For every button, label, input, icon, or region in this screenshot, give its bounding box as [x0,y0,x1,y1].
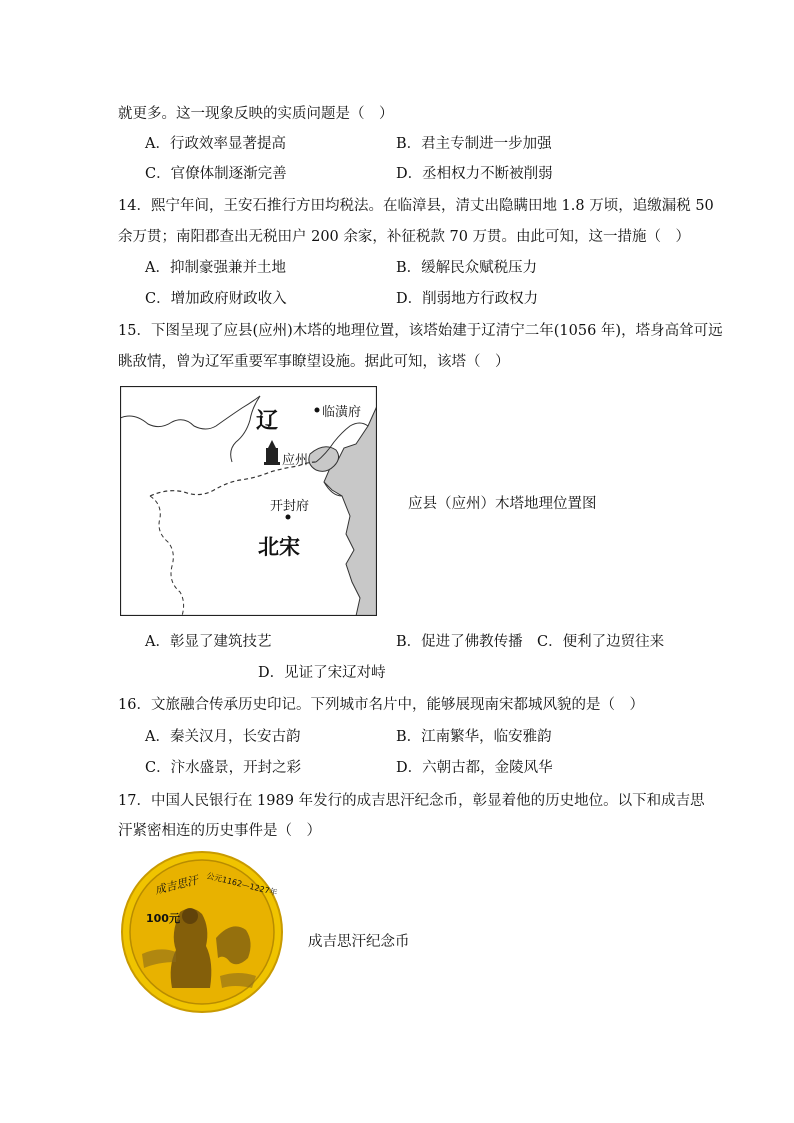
sea-area [324,406,377,616]
q13-option-a[interactable]: A．行政效率显著提高 [145,136,286,152]
q14-stem-line1: 14．熙宁年间，王安石推行方田均税法。在临漳县，清丈出隐瞒田地 1.8 万顷，追缴漏税 50 [118,198,714,214]
q15-stem-line1: 15．下图呈现了应县(应州)木塔的地理位置，该塔始建于辽清宁二年(1056 年)，塔身高耸可远 [118,323,723,339]
q15-option-a[interactable]: A．彰显了建筑技艺 [145,634,272,650]
q16-option-b[interactable]: B．江南繁华，临安雅韵 [396,729,552,745]
q15-option-c[interactable]: C．便利了边贸往来 [537,634,665,650]
map-label-linhuang: 临潢府 [322,405,362,420]
map-label-kaifeng: 开封府 [270,499,310,514]
q14-option-c[interactable]: C．增加政府财政收入 [145,291,287,307]
pagoda-icon [264,440,280,465]
q13-option-c[interactable]: C．官僚体制逐渐完善 [145,166,287,182]
kaifeng-dot [286,515,291,520]
coin-caption: 成吉思汗纪念币 [308,934,410,950]
q16-stem: 16．文旅融合传承历史印记。下列城市名片中，能够展现南宋都城风貌的是（ ） [118,697,644,713]
q16-option-a[interactable]: A．秦关汉月，长安古韵 [145,729,301,745]
q15-stem-line2: 眺敌情，曾为辽军重要军事瞭望设施。据此可知，该塔（ ） [118,354,510,370]
song-liao-map [120,386,377,616]
map-label-liao: 辽 [256,409,279,434]
commemorative-coin-image [120,850,284,1014]
coin-years: 公元1162—1227年 [205,871,279,898]
song-western-border [150,496,184,616]
q13-stem-continuation: 就更多。这一现象反映的实质问题是（ ） [118,106,394,122]
q17-stem-line2: 汗紧密相连的历史事件是（ ） [118,823,321,839]
q15-option-b[interactable]: B．促进了佛教传播 [396,634,523,650]
q14-option-b[interactable]: B．缓解民众赋税压力 [396,260,538,276]
map-caption: 应县（应州）木塔地理位置图 [408,496,597,512]
map-label-yingzhou: 应州 [282,453,309,468]
map-label-beisong: 北宋 [258,535,300,559]
q16-option-c[interactable]: C．汴水盛景，开封之彩 [145,760,302,776]
q13-option-d[interactable]: D．丞相权力不断被削弱 [396,166,553,182]
q15-option-d[interactable]: D．见证了宋辽对峙 [258,665,386,681]
northern-border [120,396,260,429]
q13-option-b[interactable]: B．君主专制进一步加强 [396,136,552,152]
q17-stem-line1: 17．中国人民银行在 1989 年发行的成吉思汗纪念币，彰显着他的历史地位。以下和成吉思 [118,793,705,809]
q14-stem-line2: 余万贯；南阳郡查出无税田户 200 余家，补征税款 70 万贯。由此可知，这一措施（ ） [118,229,691,245]
q14-option-d[interactable]: D．削弱地方行政权力 [396,291,539,307]
q14-option-a[interactable]: A．抑制豪强兼并土地 [145,260,286,276]
coin-legend: 成吉思汗 [153,873,200,897]
coin-value: 100元 [146,912,180,925]
linhuang-dot [315,408,320,413]
q16-option-d[interactable]: D．六朝古都，金陵风华 [396,760,553,776]
